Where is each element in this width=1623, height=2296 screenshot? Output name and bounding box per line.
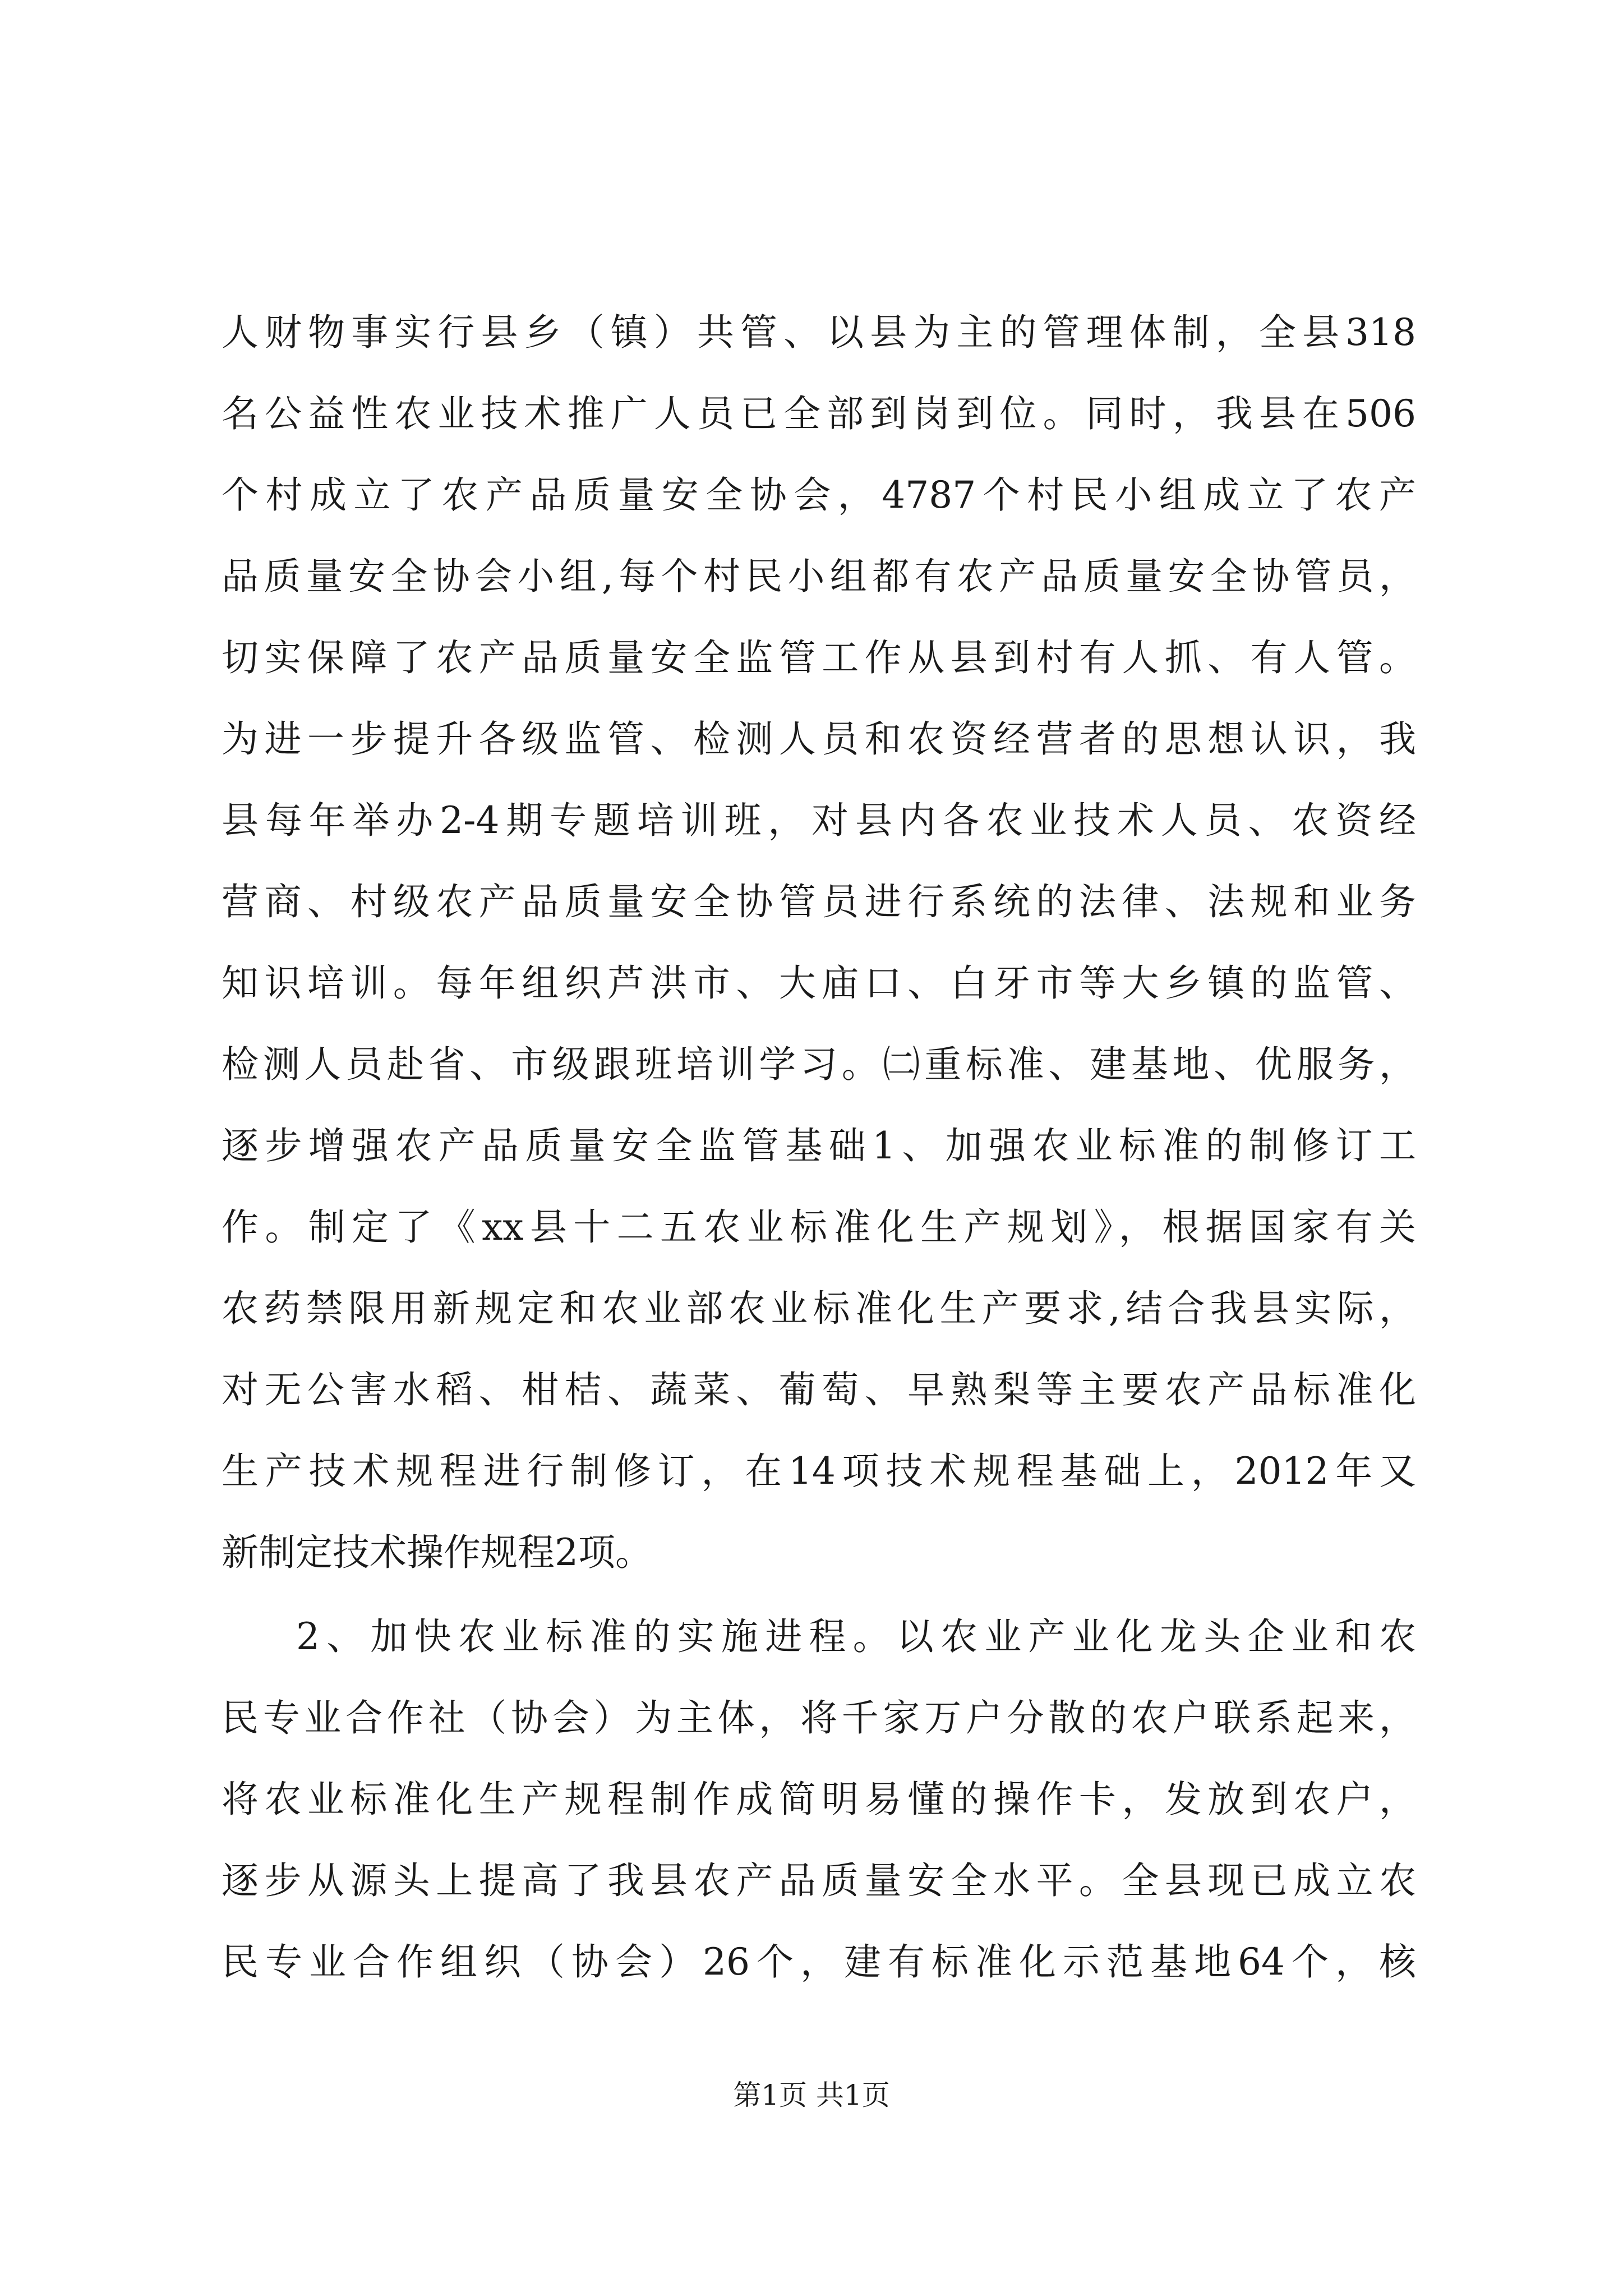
text-line: 个村成立了农产品质量安全协会，4787个村民小组成立了农产 [222,473,1416,517]
text-line: 逐步增强农产品质量安全监管基础1、加强农业标准的制修订工 [222,1124,1416,1167]
text-line: 民专业合作组织（协会）26个，建有标准化示范基地64个，核 [222,1940,1416,1984]
text-line: 人财物事实行县乡（镇）共管、以县为主的管理体制，全县318 [222,311,1416,354]
text-line: 对无公害水稻、柑桔、蔬菜、葡萄、早熟梨等主要农产品标准化 [222,1368,1416,1411]
text-line: 切实保障了农产品质量安全监管工作从县到村有人抓、有人管。 [222,636,1416,679]
text-line: 县每年举办2-4期专题培训班，对县内各农业技术人员、农资经 [222,799,1416,842]
text-line: 知识培训。每年组织芦洪市、大庙口、白牙市等大乡镇的监管、 [222,961,1416,1005]
text-line: 品质量安全协会小组,每个村民小组都有农产品质量安全协管员， [222,555,1416,598]
text-line: 民专业合作社（协会）为主体，将千家万户分散的农户联系起来， [222,1696,1416,1740]
text-line: 检测人员赴省、市级跟班培训学习。㈡重标准、建基地、优服务， [222,1043,1416,1086]
text-line: 为进一步提升各级监管、检测人员和农资经营者的思想认识，我 [222,717,1416,761]
text-line: 作。制定了《xx县十二五农业标准化生产规划》，根据国家有关 [222,1205,1416,1249]
text-line: 新制定技术操作规程2项。 [222,1531,652,1574]
text-line: 2、加快农业标准的实施进程。以农业产业化龙头企业和农 [296,1615,1416,1658]
page-footer: 第1页 共1页 [733,2079,890,2111]
text-line: 逐步从源头上提高了我县农产品质量安全水平。全县现已成立农 [222,1859,1416,1902]
text-line: 营商、村级农产品质量安全协管员进行系统的法律、法规和业务 [222,880,1416,923]
text-line: 生产技术规程进行制修订，在14项技术规程基础上，2012年又 [222,1450,1416,1493]
text-line: 名公益性农业技术推广人员已全部到岗到位。同时，我县在506 [222,392,1416,435]
text-line: 将农业标准化生产规程制作成简明易懂的操作卡，发放到农户， [222,1778,1416,1821]
text-line: 农药禁限用新规定和农业部农业标准化生产要求,结合我县实际， [222,1287,1416,1330]
